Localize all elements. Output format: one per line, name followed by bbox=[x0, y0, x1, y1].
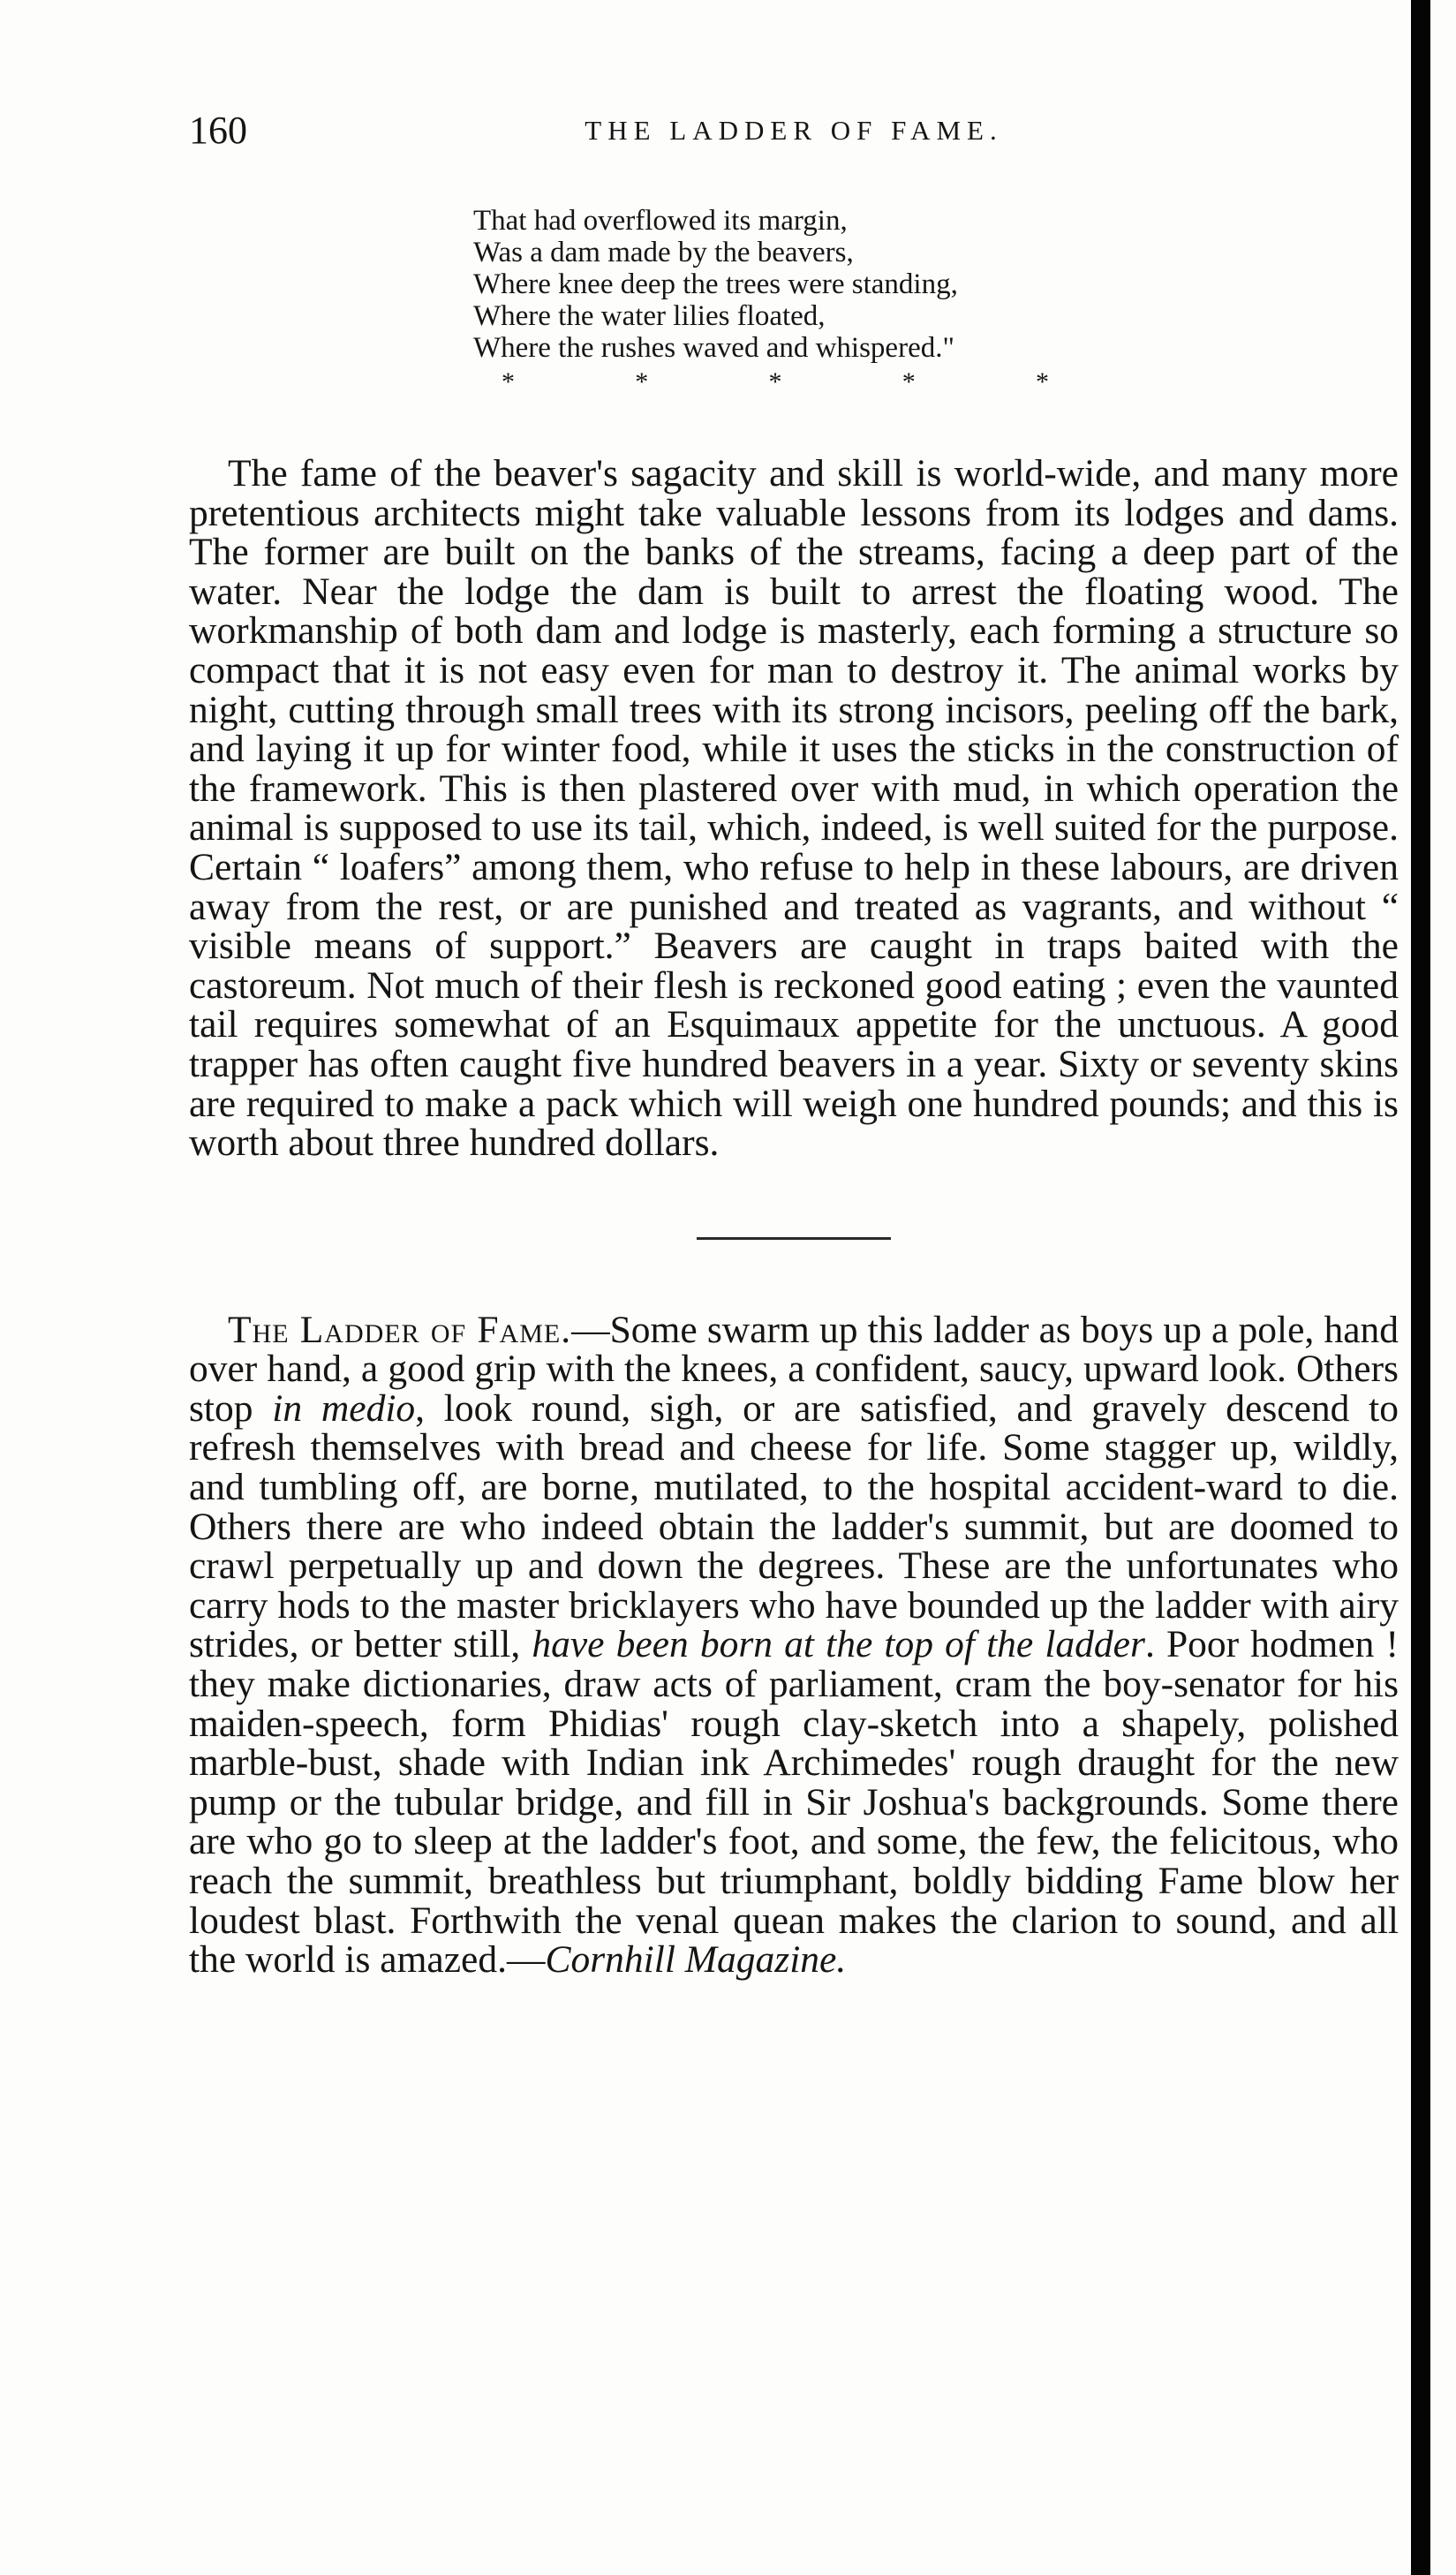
section-divider bbox=[697, 1237, 891, 1240]
paragraph-text: . Poor hodmen ! they make dictionaries, draw acts of parliament, cram the boy-senator for his maiden-speech, form Phidias' rough clay-sketch into a shapely, polished marble-bust, shade with Indian ink Archimedes' rough draught for the new pump or the tubular bridge, and fill in Sir Joshua's backgrounds. Some there are who go to sleep at the ladder's foot, and some, the few, the felicitous, who reach the summit, breathless but triumphant, boldly bidding Fame blow her loudest blast. Forthwith the venal quean makes the clarion to sound, and all the world is amazed.— bbox=[189, 1623, 1399, 1982]
poem-line: Where the rushes waved and whispered." bbox=[473, 332, 954, 364]
beaver-paragraph: The fame of the beaver's sagacity and skill is world-wide, and many more pretentious architects might take valuable lessons from its lodges and dams. The former are built on the banks of the streams, facing a deep part of the water. Near the lodge the dam is built to arrest the floating wood. The workmanship of both dam and lodge is masterly, each forming a structure so compact that it is not easy even for man to destroy it. The animal works by night, cutting through small trees with its strong incisors, peeling off the bark, and laying it up for winter food, while it uses the sticks in the construction of the framework. This is then plastered over with mud, in which operation the animal is supposed to use its tail, which, indeed, is well suited for the purpose. Certain “ loafers” among them, who refuse to help in these labours, are driven away from the rest, or are punished and treated as vagrants, and without “ visible means of support.” Beavers are caught in traps baited with the castoreum. Not much of their flesh is reckoned good eating ; even the vaunted tail requires somewhat of an Esquimaux appetite for the unctuous. A good trapper has often caught five hundred beavers in a year. Sixty or seventy skins are required to make a pack which will weigh one hundred pounds; and this is worth about three hundred dollars. bbox=[189, 452, 1399, 1165]
asterisk: * bbox=[502, 367, 515, 396]
source-citation: Cornhill Magazine. bbox=[545, 1938, 847, 1982]
paragraph-text: , look round, sigh, or are satisfied, and gravely descend to refresh themselves with bread and cheese for life. Some stagger up, wildly, and tumbling off, are borne, mutilated, to the hospital accident-ward to die. Others there are who indeed obtain the ladder's summit, but are doomed to crawl perpetually up and down the degrees. These are the unfortunates who carry hods to the master bricklayers who have bounded up the ladder with airy strides, or better still, bbox=[189, 1386, 1399, 1666]
poem-line: Where knee deep the trees were standing, bbox=[473, 268, 958, 300]
paragraph-text: —Some swarm up this ladder as boys up a pole, hand over hand, a good grip with the knees, a confident, saucy, upward look. Others stop bbox=[189, 1308, 1399, 1430]
poem-line: Was a dam made by the beavers, bbox=[473, 237, 854, 268]
italic-phrase: in medio bbox=[272, 1386, 416, 1430]
poem-line: That had overflowed its margin, bbox=[473, 205, 848, 237]
italic-phrase: have been born at the top of the ladder bbox=[532, 1623, 1145, 1666]
poem-excerpt bbox=[473, 205, 1399, 364]
section-heading: The Ladder of Fame. bbox=[228, 1308, 572, 1351]
ladder-of-fame-paragraph bbox=[189, 1310, 1399, 1980]
asterisk: * bbox=[768, 367, 782, 396]
page-header bbox=[189, 104, 1399, 157]
asterisk-separator bbox=[502, 369, 1049, 396]
asterisk: * bbox=[902, 367, 916, 396]
book-page bbox=[189, 104, 1399, 2018]
asterisk: * bbox=[1036, 367, 1049, 396]
running-head: THE LADDER OF FAME. bbox=[585, 115, 1003, 146]
page-number: 160 bbox=[189, 109, 247, 152]
page-binding-edge bbox=[1411, 0, 1430, 2575]
asterisk: * bbox=[635, 367, 649, 396]
poem-line: Where the water lilies floated, bbox=[473, 300, 826, 332]
